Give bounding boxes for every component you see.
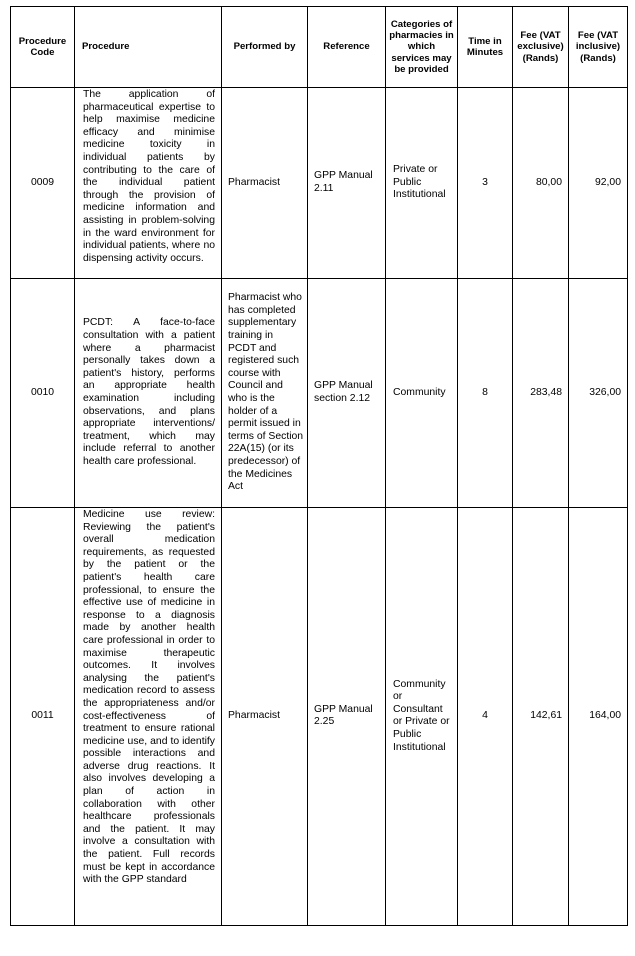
table-row: [11, 279, 628, 508]
header-categories: Categories of pharmacies in which services may be provided: [386, 7, 458, 88]
fee-excl-cell: 142,61: [513, 508, 569, 926]
categories-cell: Private or Public Institutional: [386, 88, 458, 279]
procedure-cell: Medicine use review: Reviewing the patient's overall medication requirements, as requested by the patient or the patient's health care professional, to ensure the effective use of medicine in response to a diagnosis made by another health care professional in order to maximise therapeutic outcomes. It involves analysing the patient's medication record to assess the appropriateness and/or cost-effectiveness of treatment to ensure rational medicine use, and to identify possible interactions and adverse drug reactions. It also involves developing a plan of action in collaboration with other healthcare professionals and the patient. It may involve a consultation with the patient. Full records must be kept in accordance with the GPP standard: [75, 508, 222, 926]
fee-incl-cell: 164,00: [569, 508, 628, 926]
time-cell: 3: [458, 88, 513, 279]
header-fee-excl: Fee (VAT exclusive) (Rands): [513, 7, 569, 88]
header-time: Time in Minutes: [458, 7, 513, 88]
categories-cell: Community: [386, 279, 458, 508]
procedure-cell: The application of pharmaceutical expertise to help maximise medicine efficacy and minimise medicine toxicity in individual patients by contributing to the care of the individual patient through the provision of medicine information and assisting in problem-solving in the ward environment for individual patients, where no dispensing activity occurs.: [75, 88, 222, 279]
fee-excl-cell: 80,00: [513, 88, 569, 279]
performed-by-cell: Pharmacist: [222, 88, 308, 279]
procedure-code-cell: 0010: [11, 279, 75, 508]
table-row: [11, 508, 628, 926]
procedure-cell: PCDT: A face-to-face consultation with a patient where a pharmacist personally takes down a patient's history, performs an appropriate health examination including observations, and plans appropriate interventions/ treatment, which may include referral to another health care professional.: [75, 279, 222, 508]
header-fee-incl: Fee (VAT inclusive) (Rands): [569, 7, 628, 88]
header-performed-by: Performed by: [222, 7, 308, 88]
table-row: [11, 88, 628, 279]
header-row: [11, 7, 628, 88]
performed-by-cell: Pharmacist who has completed supplementary training in PCDT and registered such course with Council and who is the holder of a permit issued in terms of Section 22A(15) (or its predecessor) of the Medicines Act: [222, 279, 308, 508]
reference-cell: GPP Manual 2.25: [308, 508, 386, 926]
fee-incl-cell: 326,00: [569, 279, 628, 508]
fee-excl-cell: 283,48: [513, 279, 569, 508]
procedure-fee-table: [10, 6, 628, 926]
header-procedure-code: Procedure Code: [11, 7, 75, 88]
header-procedure: Procedure: [75, 7, 222, 88]
time-cell: 8: [458, 279, 513, 508]
header-reference: Reference: [308, 7, 386, 88]
procedure-code-cell: 0011: [11, 508, 75, 926]
procedure-code-cell: 0009: [11, 88, 75, 279]
categories-cell: Community or Consultant or Private or Public Institutional: [386, 508, 458, 926]
reference-cell: GPP Manual 2.11: [308, 88, 386, 279]
fee-incl-cell: 92,00: [569, 88, 628, 279]
time-cell: 4: [458, 508, 513, 926]
performed-by-cell: Pharmacist: [222, 508, 308, 926]
reference-cell: GPP Manual section 2.12: [308, 279, 386, 508]
